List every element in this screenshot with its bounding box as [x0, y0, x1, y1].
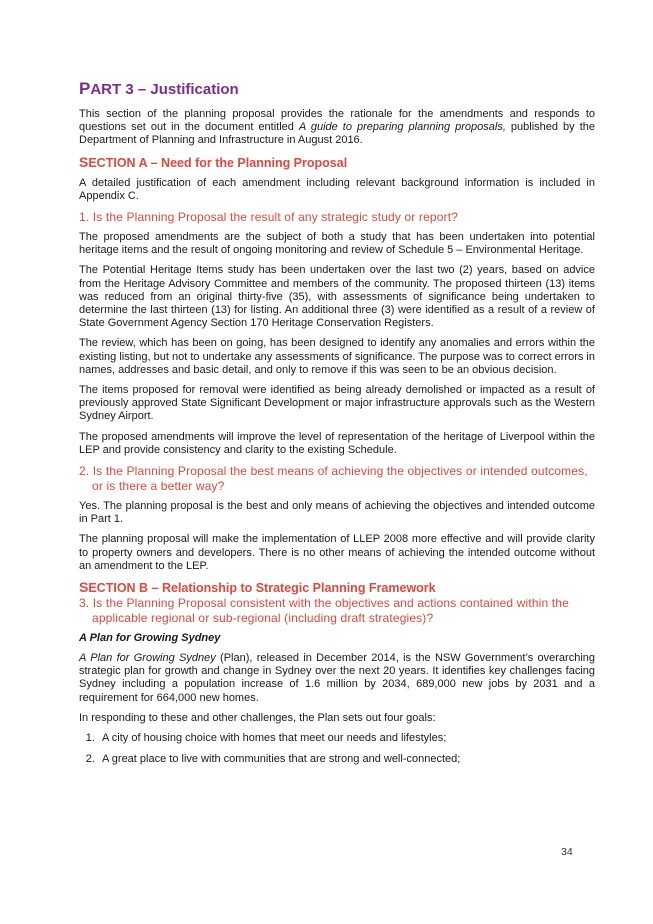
- list-item: 2. A great place to live with communities that are strong and well-connected;: [98, 753, 595, 766]
- goals-intro: In responding to these and other challenges, the Plan sets out four goals:: [79, 711, 436, 724]
- question-1: 1. Is the Planning Proposal the result of any strategic study or report?: [79, 210, 459, 225]
- intro-text: This section of the planning proposal provides the rationale for the amendments and responds to questions set out in the document entitled: [79, 108, 595, 134]
- plan-italic-title: A Plan for Growing Sydney: [79, 652, 216, 665]
- intro-italic-title: A guide to preparing planning proposals,: [298, 121, 506, 134]
- document-page: [79, 80, 595, 774]
- part-heading-initial: P: [79, 79, 91, 98]
- intro-text-end: published by the Department of Planning and Infrastructure in August 2016.: [79, 121, 596, 147]
- section-b-text: ECTION B – Relationship to Strategic Planning Framework: [88, 581, 436, 596]
- plan-text: (Plan), released in December 2014, is the NSW Government’s overarching strategic plan for growth and change in Sydney over the next 20 years. It identifies key challenges facing Sydney including a population increase of 1.6 million by 2034, 689,000 new jobs by 2031 and a requirement for 664,000 new homes.: [79, 652, 595, 704]
- q2-paragraph-1: Yes. The planning proposal is the best and only means of achieving the objectives and intended outcome in Part 1.: [79, 500, 595, 526]
- q1-paragraph-1: The proposed amendments are the subject of both a study that has been undertaken into potential heritage items and the result of ongoing monitoring and review of Schedule 5 – Environmental Heritage.: [79, 231, 595, 257]
- list-item: 1. A city of housing choice with homes that meet our needs and lifestyles;: [98, 732, 595, 745]
- goals-list: [79, 732, 595, 766]
- plan-paragraph: [79, 652, 595, 705]
- section-a-initial: S: [79, 153, 89, 170]
- q2-paragraph-2: The planning proposal will make the implementation of LLEP 2008 more effective and will provide clarity to property owners and developers. There is no other means of achieving the intended outcome without an amendment to the LEP.: [79, 533, 595, 572]
- subheading: A Plan for Growing Sydney: [79, 632, 221, 645]
- section-a-text: ECTION A – Need for the Planning Proposal: [88, 155, 348, 170]
- question-2: 2. Is the Planning Proposal the best means of achieving the objectives or intended outcomes, or is there a better way?: [79, 464, 588, 494]
- part-heading: [79, 80, 595, 99]
- q1-paragraph-3: The review, which has been on going, has been designed to identify any anomalies and errors within the existing listing, but not to undertake any assessments of significance. The purpose was to correct errors in names, addresses and basic detail, and only to remove if this was seen to be an obvious decision.: [79, 337, 595, 376]
- section-b-initial: S: [79, 579, 89, 596]
- q1-paragraph-2: The Potential Heritage Items study has been undertaken over the last two (2) years, based on advice from the Heritage Advisory Committee and members of the community. The proposed thirteen (13) items was reduced from an original thirty-five (35), with assessments of significance being undertaken to determine the last thirteen (13) for listing. An additional three (3) were identified as a result of a review of State Government Agency Section 170 Heritage Conservation Registers.: [79, 264, 595, 330]
- q1-paragraph-5: The proposed amendments will improve the level of representation of the heritage of Liverpool within the LEP and provide consistency and clarity to the existing Schedule.: [79, 430, 595, 456]
- page-number: 34: [561, 846, 573, 858]
- section-b-heading: [79, 580, 595, 596]
- section-a-paragraph: A detailed justification of each amendment including relevant background information is included in Appendix C.: [79, 176, 595, 202]
- part-heading-text: ART 3 – Justification: [90, 81, 239, 98]
- q1-paragraph-4: The items proposed for removal were identified as being already demolished or impacted as a result of previously approved State Significant Development or major infrastructure approvals such as the Western Sydney Airport.: [79, 384, 595, 423]
- question-3: 3. Is the Planning Proposal consistent with the objectives and actions contained within the applicable regional or sub-regional (including draft strategies)?: [79, 596, 569, 626]
- section-a-heading: [79, 155, 595, 171]
- intro-paragraph: [79, 108, 595, 148]
